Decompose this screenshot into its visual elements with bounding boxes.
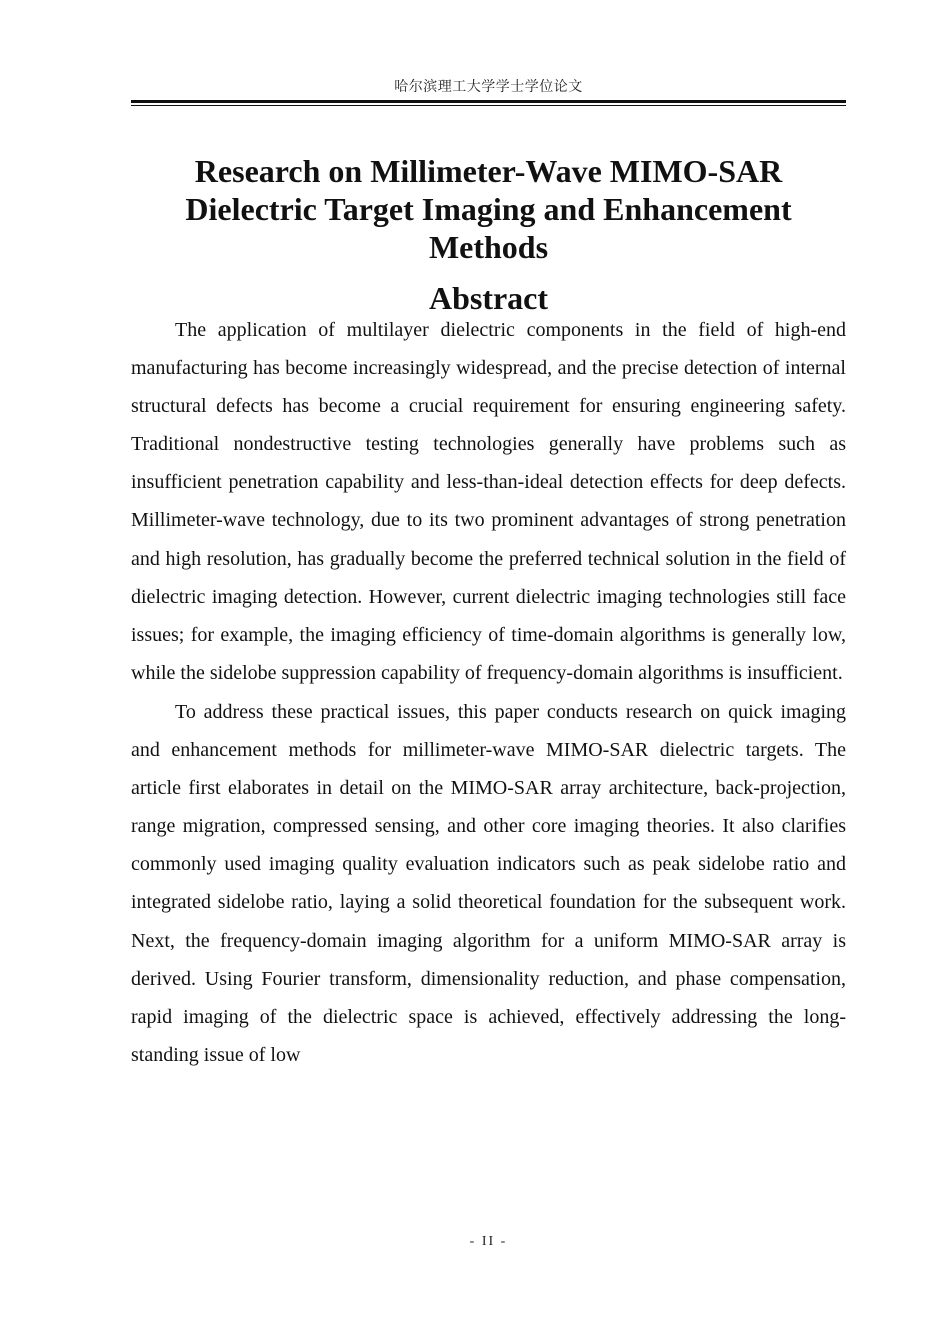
header-rule-thin [131,105,846,106]
running-header: 哈尔滨理工大学学士学位论文 [394,80,583,95]
abstract-paragraph-2: To address these practical issues, this paper conducts research on quick imaging and enhancement methods for millimeter-wave MIMO-SAR dielectric targets. The article first elaborates in detail on the MIMO-SAR array architecture, back-projection, range migration, compressed sensing, and other core imaging theories. It also clarifies commonly used imaging quality evaluation indicators such as peak sidelobe ratio and integrated sidelobe ratio, laying a solid theoretical foundation for the subsequent work. Next, the frequency-domain imaging algorithm for a uniform MIMO-SAR array is derived. Using Fourier transform, dimensionality reduction, and phase compensation, rapid imaging of the dielectric space is achieved, effectively addressing the long-standing issue of low [131,700,846,1066]
page-number: - II - [469,1234,508,1249]
paper-title: Research on Millimeter-Wave MIMO-SAR Dielectric Target Imaging and Enhancement Methods [185,153,792,265]
abstract-paragraph-1: The application of multilayer dielectric components in the field of high-end manufacturing has become increasingly widespread, and the precise detection of internal structural defects has become a crucial requirement for ensuring engineering safety. Traditional nondestructive testing technologies generally have problems such as insufficient penetration capability and less-than-ideal detection effects for deep defects. Millimeter-wave technology, due to its two prominent advantages of strong penetration and high resolution, has gradually become the preferred technical solution in the field of dielectric imaging detection. However, current dielectric imaging technologies still face issues; for example, the imaging efficiency of time-domain algorithms is generally low, while the sidelobe suppression capability of frequency-domain algorithms is insufficient. [131,319,846,684]
abstract-body [131,311,846,1075]
abstract-heading: Abstract [428,280,549,316]
header-rule-thick [131,100,846,103]
